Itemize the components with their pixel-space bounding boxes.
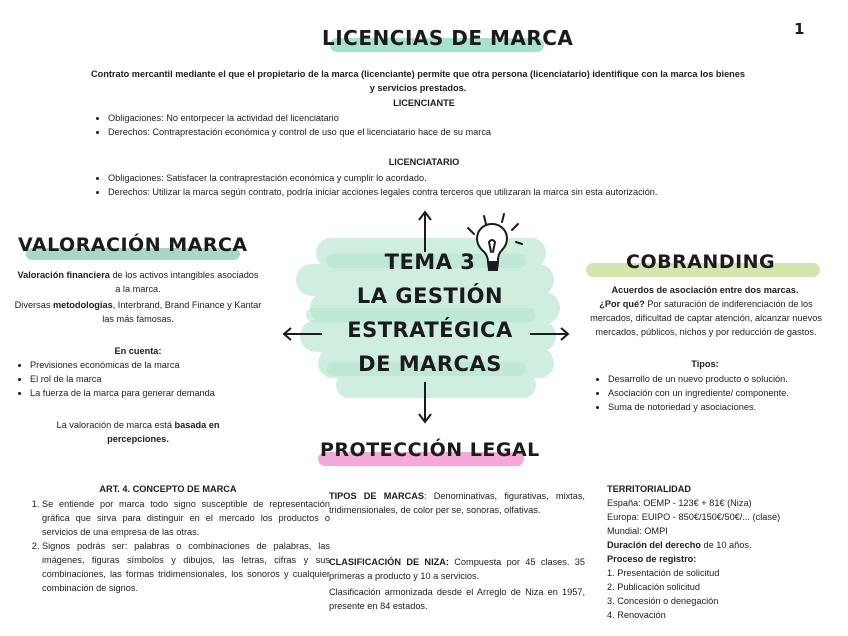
arrow-right-icon — [528, 327, 570, 341]
lightbulb-icon — [460, 212, 526, 282]
territorialidad — [607, 482, 843, 622]
clasificacion-niza — [329, 555, 585, 583]
page-number: 1 — [794, 20, 805, 38]
cobranding-tipos: Tipos: — [691, 359, 719, 369]
niza-bold: CLASIFICACIÓN DE NIZA: — [329, 557, 449, 567]
duracion-text: de 10 años. — [700, 540, 752, 550]
cobranding-list — [590, 372, 848, 414]
cobranding-p1: Acuerdos de asociación entre dos marcas. — [611, 285, 799, 295]
art4-list — [26, 497, 330, 595]
valoracion-p3-pre: La valoración de marca está — [56, 420, 175, 430]
text-line: Europa: EUIPO - 850€/150€/50€/... (clase) — [607, 512, 781, 522]
list-item: • Derechos: Contraprestación económica y control de uso que el licenciatario hace de su marca — [108, 125, 798, 139]
niza-text: Compuesta por 45 clases. 35 primeras a producto y 10 a servicios. — [329, 557, 586, 581]
cobranding-title: COBRANDING — [626, 251, 776, 273]
licencias-intro: Contrato mercantil mediante el que el propietario de la marca (licenciante) permite que otra persona (licenciatario) identifique con la marca los bienes y servicios prestados. — [90, 69, 746, 93]
cobranding-why — [584, 297, 828, 339]
valoracion-p2-pre: Diversas — [14, 300, 53, 310]
valoracion-p2-bold: metodologías — [52, 300, 113, 310]
arrow-down-icon — [418, 380, 432, 424]
arrow-up-icon — [418, 210, 432, 254]
valoracion-p1-bold: Valoración financiera — [17, 270, 110, 280]
valoracion-p3 — [36, 418, 240, 446]
list-item: • Desarrollo de un nuevo producto o solución. — [608, 372, 848, 386]
list-item: • Obligaciones: No entorpecer la actividad del licenciatario — [108, 111, 798, 125]
center-title-line1: TEMA 3 — [384, 250, 476, 274]
duracion-bold: Duración del derecho — [607, 540, 701, 550]
text-line: Mundial: OMPI — [607, 526, 668, 536]
licenciante-list — [90, 111, 798, 139]
list-item: 3. Concesión o denegación — [607, 596, 719, 606]
licencias-title: LICENCIAS DE MARCA — [322, 26, 574, 50]
valoracion-p2-text: , Interbrand, Brand Finance y Kantar las más famosas. — [102, 300, 262, 324]
list-item: 1. Se entiende por marca todo signo susceptible de representación gráfica que sirva para distinguir en el mercado los productos o servicios de una empresa de las otras. — [42, 497, 330, 539]
art4-heading: ART. 4. CONCEPTO DE MARCA — [99, 484, 237, 494]
licenciatario-list — [90, 171, 808, 199]
list-item: • Previsiones económicas de la marca — [30, 358, 290, 372]
arrow-left-icon — [282, 327, 324, 341]
list-item: 2. Signos podrás ser: palabras o combinaciones de palabras, las imágenes, figuras símbolos y dibujos, las letras, cifras y sus combinaciones, las formas tridimensionales, los sonoros y cualquier combinación de signos. — [42, 539, 330, 595]
licenciatario-heading: LICENCIATARIO — [388, 157, 460, 167]
list-item: 2. Publicación solicitud — [607, 582, 700, 592]
list-item: • La fuerza de la marca para generar demanda — [30, 386, 290, 400]
cobranding-why-bold: ¿Por qué? — [599, 299, 645, 309]
niza-p2: Clasificación armonizada desde el Arreglo de Niza en 1957, presente en 84 estados. — [329, 587, 585, 611]
territorialidad-heading: TERRITORIALIDAD — [607, 484, 692, 494]
tipos-marcas — [329, 489, 585, 517]
center-title-line3: ESTRATÉGICA — [347, 318, 513, 342]
center-title-line4: DE MARCAS — [358, 352, 502, 376]
text-line: España: OEMP - 123€ + 81€ (Niza) — [607, 498, 752, 508]
proceso-heading: Proceso de registro: — [607, 554, 697, 564]
en-cuenta-heading: En cuenta: — [114, 346, 162, 356]
valoracion-list — [12, 358, 290, 400]
list-item: 4. Renovación — [607, 610, 666, 620]
list-item: • Derechos: Utilizar la marca según contrato, podría iniciar acciones legales contra terceros que utilizaran la marca sin esta autorización. — [108, 185, 808, 199]
list-item: 1. Presentación de solicitud — [607, 568, 720, 578]
center-title-line2: LA GESTIÓN — [356, 284, 504, 308]
duracion — [607, 538, 843, 552]
list-item: • El rol de la marca — [30, 372, 290, 386]
proteccion-title: PROTECCIÓN LEGAL — [320, 439, 540, 461]
valoracion-title: VALORACIÓN MARCA — [18, 234, 248, 256]
list-item: • Obligaciones: Satisfacer la contraprestación económica y cumplir lo acordado. — [108, 171, 808, 185]
list-item: • Suma de notoriedad y asociaciones. — [608, 400, 848, 414]
valoracion-p1-text: de los activos intangibles asociados a la marca. — [109, 270, 259, 294]
valoracion-p2 — [10, 298, 266, 326]
valoracion-p1 — [16, 268, 260, 296]
tipos-marcas-bold: TIPOS DE MARCAS — [329, 491, 425, 501]
licenciante-heading: LICENCIANTE — [393, 98, 455, 108]
valoracion-p3-bold: basada en percepciones. — [107, 420, 220, 444]
cobranding-why-text: Por saturación de indiferenciación de los mercados, dificultad de captar atención, alcanzar nuevos mercados, públicos, nichos y por reducción de gastos. — [590, 299, 822, 337]
tipos-marcas-text: : Denominativas, figurativas, mixtas, tridimensionales, de color per se, sonoras, olfativas. — [329, 491, 585, 515]
list-item: • Asociación con un ingrediente/ componente. — [608, 386, 848, 400]
